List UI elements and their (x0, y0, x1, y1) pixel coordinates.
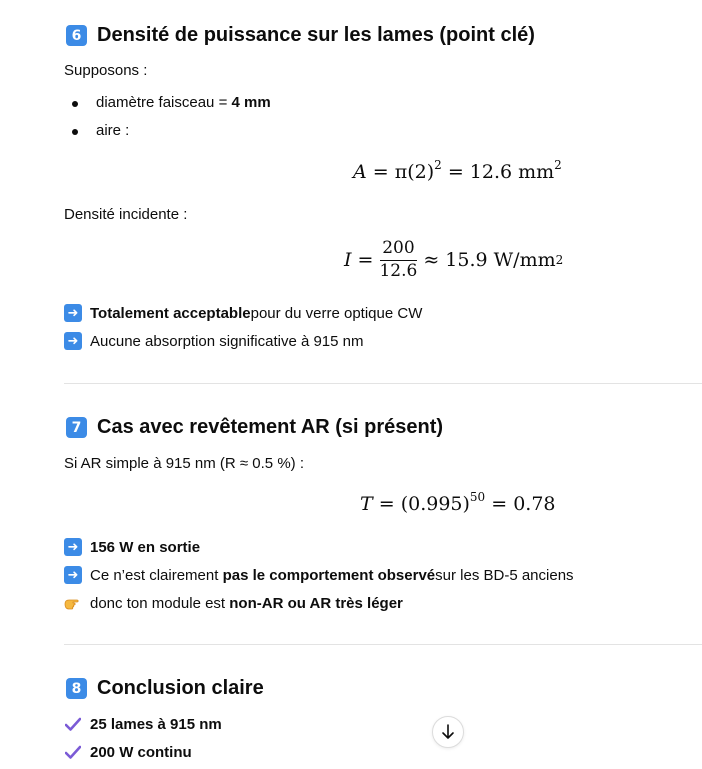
document-body (64, 0, 702, 769)
divider (64, 383, 702, 384)
section-6-title: Densité de puissance sur les lames (point clé) (97, 24, 535, 46)
right-arrow-icon: ➜ (64, 332, 82, 350)
check-line-lames (64, 715, 222, 733)
check-text: 200 W continu (90, 743, 192, 761)
area-formula: $A = \pi(2)^2 = 12.6$ $mm^2$ (353, 158, 562, 183)
check-text: 25 lames à 915 nm (90, 715, 222, 733)
area-exponent: 2 (434, 158, 442, 172)
diameter-label: diamètre faisceau = (96, 94, 232, 111)
behavior-text-post: sur les BD-5 anciens (435, 566, 574, 584)
right-arrow-icon: ➜ (64, 304, 82, 322)
section-6-intro: Supposons : (64, 62, 148, 79)
result-bold: Totalement acceptable (90, 304, 251, 322)
density-formula: I = $\frac{200}{12.6}$ ≈ 15.9 W/mm 2 (344, 238, 564, 281)
hint-bold: non-AR ou AR très léger (229, 594, 403, 612)
section-7-heading (66, 416, 443, 439)
density-symbol: I (344, 249, 352, 272)
output-bold: 156 W en sortie (90, 538, 201, 556)
check-line-power (64, 743, 192, 761)
section-7-intro: Si AR simple à 915 nm (R ≈ 0.5 %) : (64, 455, 304, 472)
density-value: ≈ 15.9 W/mm (423, 249, 556, 272)
bullet-dot (72, 101, 78, 107)
area-pi-term: π(2) (394, 161, 435, 183)
area-symbol: A (353, 161, 367, 183)
scroll-down-button[interactable] (432, 716, 464, 748)
pointing-hand-icon (64, 594, 82, 612)
density-fraction (377, 240, 419, 281)
section-8-title: Conclusion claire (97, 677, 264, 699)
area-label: aire : (96, 122, 130, 139)
density-label: Densité incidente : (64, 206, 188, 223)
area-value: = 12.6 mm (441, 161, 555, 183)
behavior-line (64, 566, 574, 584)
diameter-value: 4 mm (231, 94, 271, 111)
fraction-denominator: 12.6 (379, 260, 418, 281)
result-line-absorption (64, 332, 364, 350)
section-7-title: Cas avec revêtement AR (si présent) (97, 416, 444, 438)
check-mark-icon (64, 743, 82, 761)
right-arrow-icon: ➜ (64, 538, 82, 556)
section-8-heading (66, 677, 264, 700)
keycap-8-icon: 8 (66, 678, 87, 699)
density-exponent: 2 (555, 253, 564, 268)
transmission-value: = 0.78 (485, 493, 556, 515)
divider (64, 644, 702, 645)
keycap-6-icon: 6 (66, 25, 87, 46)
bullet-dot (72, 129, 78, 135)
transmission-exponent: 50 (469, 490, 486, 504)
result-line-acceptable (64, 304, 422, 322)
result-text: Aucune absorption significative à 915 nm (90, 332, 364, 350)
right-arrow-icon: ➜ (64, 566, 82, 584)
behavior-text-pre: Ce n’est clairement (90, 566, 219, 584)
output-line (64, 538, 200, 556)
section-6-heading (66, 24, 535, 47)
fraction-numerator: 200 (380, 240, 416, 261)
hint-text: donc ton module est (90, 594, 226, 612)
check-mark-icon (64, 715, 82, 733)
transmission-base: = (0.995) (378, 493, 470, 515)
behavior-bold: pas le comportement observé (222, 566, 436, 584)
arrow-down-icon (441, 724, 455, 740)
transmission-formula (360, 490, 556, 515)
result-text: pour du verre optique CW (250, 304, 423, 322)
keycap-7-icon: 7 (66, 417, 87, 438)
area-unit-exponent: 2 (554, 158, 562, 172)
transmission-symbol: T (360, 493, 373, 515)
conclusion-hint-line (64, 594, 403, 612)
